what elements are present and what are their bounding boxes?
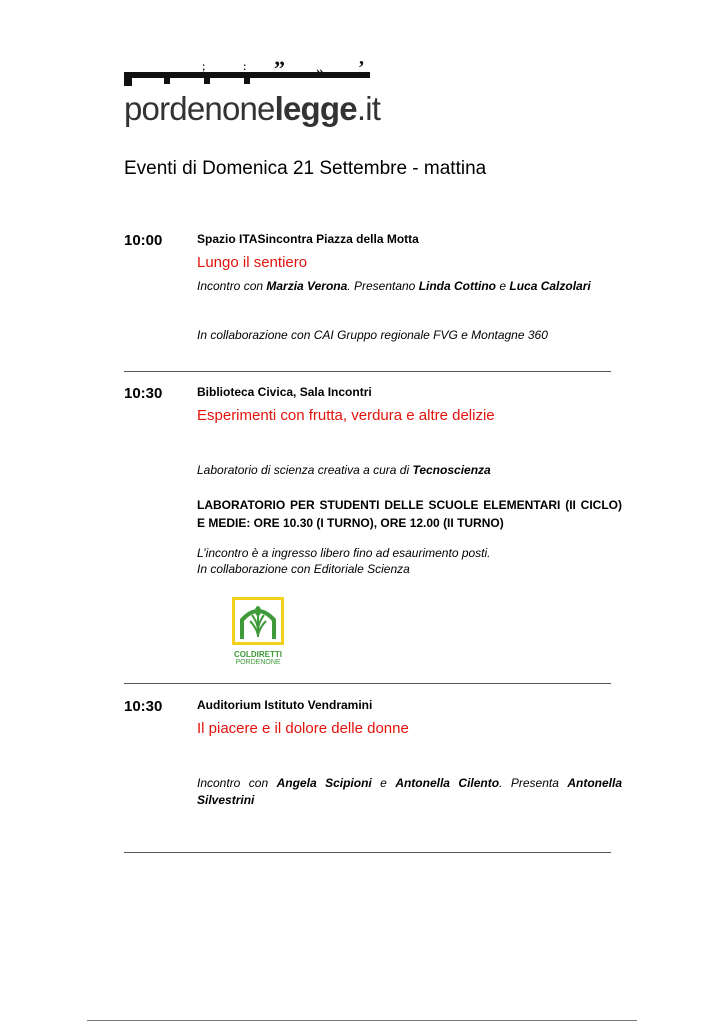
logo-word-bold: legge	[274, 90, 357, 127]
speaker-name: Antonella Cilento	[395, 776, 500, 790]
event-title: Lungo il sentiero	[197, 254, 308, 271]
event-place: Auditorium Istituto Vendramini	[197, 698, 373, 712]
event-notice: LABORATORIO PER STUDENTI DELLE SCUOLE ELEMENTARI (II CICLO) E MEDIE: ORE 10.30 (I TURNO), ORE 12.00 (II TURNO)	[197, 498, 622, 530]
logo-wordmark	[124, 92, 380, 125]
event-title: Esperimenti con frutta, verdura e altre delizie	[197, 407, 495, 424]
sponsor-name: COLDIRETTI	[234, 650, 282, 659]
svg-text::: :	[243, 62, 247, 73]
event-title: Il piacere e il dolore delle donne	[197, 720, 409, 737]
svg-text:’: ’	[358, 60, 365, 79]
presenter-name: Antonella Silvestrini	[197, 776, 623, 807]
logo-word-prefix: pordenone	[124, 90, 275, 127]
footer-divider	[87, 1020, 637, 1021]
speakers-prefix: Incontro con	[197, 776, 277, 790]
speaker-name: Marzia Verona	[266, 279, 348, 293]
svg-text:;: ;	[202, 62, 206, 73]
divider	[124, 852, 611, 853]
event-speakers	[197, 278, 622, 295]
svg-text:”: ”	[274, 60, 285, 81]
lab-prefix: Laboratorio di scienza creativa a cura di	[197, 463, 413, 477]
lab-organizer: Tecnoscienza	[412, 463, 491, 477]
event-collab: In collaborazione con Editoriale Scienza	[197, 562, 410, 576]
speakers-and: e	[496, 279, 510, 293]
sponsor-city: PORDENONE	[235, 659, 281, 666]
wheat-emblem-icon	[232, 597, 284, 645]
pordenonelegge-logo	[124, 60, 381, 130]
speakers-and: e	[371, 776, 396, 790]
event-access: L’incontro è a ingresso libero fino ad esaurimento posti.	[197, 546, 491, 560]
speakers-mid: . Presentano	[347, 279, 419, 293]
event-place: Biblioteca Civica, Sala Incontri	[197, 385, 372, 399]
speakers-prefix: Incontro con	[197, 279, 267, 293]
event-time: 10:30	[124, 698, 163, 715]
presenter-name: Linda Cottino	[418, 279, 497, 293]
event-lab	[197, 462, 622, 479]
logo-word-suffix: .it	[356, 90, 381, 127]
divider	[124, 683, 611, 684]
presenter-name: Luca Calzolari	[509, 279, 591, 293]
event-time: 10:00	[124, 232, 163, 249]
event-speakers	[197, 775, 622, 809]
punctuation-logo-mark	[124, 60, 370, 88]
divider	[124, 371, 611, 372]
page-title: Eventi di Domenica 21 Settembre - mattina	[124, 158, 487, 179]
event-place: Spazio ITASincontra Piazza della Motta	[197, 232, 419, 246]
event-collab: In collaborazione con CAI Gruppo regionale FVG e Montagne 360	[197, 328, 548, 342]
event-time: 10:30	[124, 385, 163, 402]
speaker-name: Angela Scipioni	[276, 776, 372, 790]
svg-text:»: »	[316, 63, 324, 80]
coldiretti-logo	[232, 597, 284, 665]
speakers-mid: . Presenta	[499, 776, 568, 790]
